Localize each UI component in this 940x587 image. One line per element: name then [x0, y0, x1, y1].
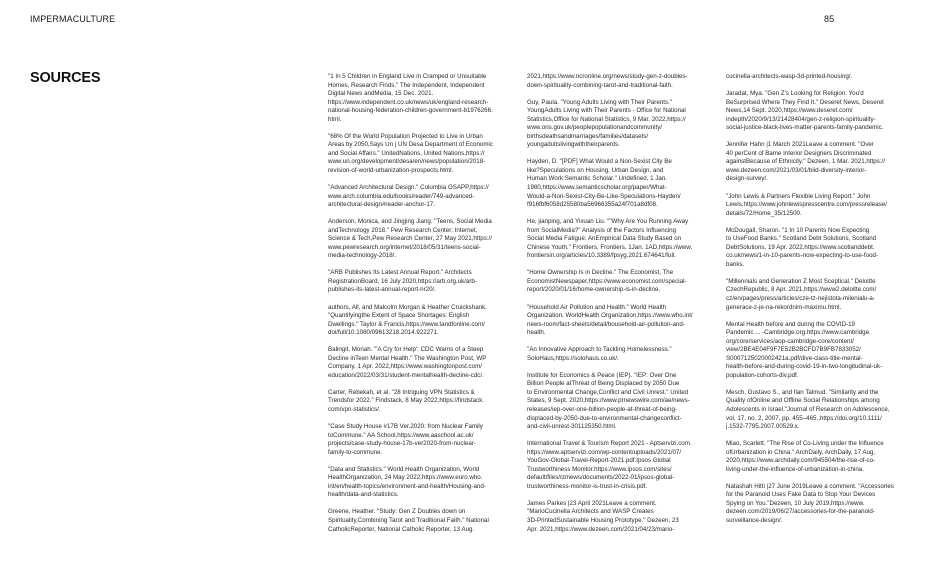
source-entry: Anderson, Monica, and Jingjing Jiang. "Teens, Social Media andTechnology 2018." Pew Research Center: Internet, Science & Tech,Pew Research Center, 27 May 2021,https:// www.pewresearch.org/internet/2018/05/31/teens-social- media-technology-2018/.: [328, 218, 492, 260]
source-entry: "ARB Publishes Its Latest Annual Report." Architects RegistrationBoard, 16 July 2020,https://arb.org.uk/arb- publishes-its-latest-annual-report-nr20/.: [328, 269, 477, 294]
page-number: 85: [824, 14, 835, 24]
source-entry: "68% Of the World Population Projected to Live in Urban Areas by 2050,Says Un | UN Desa Department of Economic and Social Affairs." UnitedNations, United Nations,https:// www.un.org/development/desa/en/news/population/2018- revision-of-world-urbanization-prospects.html.: [328, 132, 493, 174]
source-entry: "Data and Statistics." World Health Organization, World HealthOrganization, 24 May 2022,https://www.euro.who. int/en/health-topics/environment-and-health/Housing-and- health/data-and-statistics.: [328, 465, 486, 499]
source-entry: Greene, Heather. "Study: Gen Z Doubles down on Spirituality,Combining Tarot and Traditional Faith." National CatholicReporter, National Catholic Reporter, 13 Aug.: [328, 508, 489, 533]
source-entry: He, jianping, and Yixuan Liu. ""Why Are You Running Away from SocialMedia?" Analysis of the Factors Influencing Social Media Fatigue: AnEmpirical Data Study Based on Chinese Youth." Frontiers, Frontiers, 1Jan. 1AD,https://www. frontiersin.org/articles/10.3389/fpsyg.2021.674641/full.: [527, 218, 693, 260]
source-entry: "Home Ownership Is in Decline." The Economist, The EconomistNewspaper,https://www.economist.com/special- report/2020/01/16/home-ownership-is-in-decline.: [527, 269, 687, 294]
source-entry: authors, All, and Malcolm Morgan & Heather Cruickshank. "Quantifyingthe Extent of Space Shortages: English Dwellings." Taylor & Francis,https://www.tandfonline.com/ doi/full/10.1080/09613218.2014.922271.: [328, 303, 487, 337]
source-entry: cucinella-architects-wasp-3d-printed-housing/.: [726, 73, 853, 80]
section-title: SOURCES: [30, 70, 101, 86]
source-entry: "Millennials and Generation Z Most Sceptical." Deloitte CzechRepublic, 8 Apr. 2021,https://www2.deloitte.com/ cz/en/pages/press/articles/cze-tz-nejistota-milenialu-a- generace-z-je-na-rekordnim-maximu.html.: [726, 277, 877, 311]
source-entry: Jaradat, Mya. "Gen Z's Looking for Religion. You'd BeSurprised Where They Find It." Deseret News, Deseret News,14 Sept. 2020,https://www.deseret.com/ indepth/2020/9/13/21428404/gen-z-religion-spirituality- social-justice-black-lives-matter-parents-family-pandemic.: [726, 90, 884, 132]
source-entry: "1 In 5 Children in England Live in Cramped or Unsuitable Homes, Research Finds." The Independent, Independent Digital News andMedia, 15 Dec. 2021. https://www.independent.co.uk/news/uk/england-research- national-housing-federation-children-government-b1976266. html.: [328, 73, 493, 123]
source-entry: McDougall, Sharon. "1 In 10 Parents Now Expecting to UseFood Banks." Scotland Debt Solutions, Scotland DebtSolutions, 19 Apr. 2022,https://www.scotlanddebt. co.uk/news/1-in-10-parents-now-expecting-to-use-food- banks.: [726, 226, 879, 268]
source-entry: Carter, Rebekah, et al. "28 Intriguing VPN Statistics & Trendsfor 2022." Findstack, 8 May 2022,https://findstack. com/vpn-statistics/.: [328, 388, 485, 413]
source-entry: Guy, Paula. "Young Adults Living with Their Parents." YoungAdults Living with Their Parents - Office for National Statistics,Office for National Statistics, 9 Mar. 2022,https:// www.ons.gov.uk/peoplepopulationandcommunity/ birthsdeathsandmarriages/families/datasets/ youngadultslivingwiththeirparents.: [527, 98, 686, 149]
source-entry: "Household Air Pollution and Health." World Health Organization, WorldHealth Organization,https://www.who.int/ news-room/fact-sheets/detail/household-air-pollution-and- health.: [527, 303, 693, 337]
sources-column-1: [328, 73, 514, 543]
source-entry: James Parkes |23 April 2021Leave a comment. "MarioCucinella Architects and WASP Creates 3D-PrintedSustainable Housing Prototype." Dezeen, 23 Apr. 2021,https://www.dezeen.com/2021/04/23/mario-: [527, 499, 679, 533]
sources-column-3: [726, 73, 916, 534]
source-entry: "Case Study House #17B Ver.2020: from Nuclear Family toCommune." AA School,https://www.aaschool.ac.uk/ projects/case-study-house-17b-ver2020-from-nuclear- family-to-commune.: [328, 423, 483, 456]
source-entry: Natashah Hitti |27 June 2019Leave a comment. "Accessories for the Paranoid Uses Fake Data to Stop Your Devices Spying on You."Dezeen, 10 July 2019,https://www. dezeen.com/2019/06/27/accessories-for-the-paranoid- surveillance-design/.: [726, 482, 894, 525]
source-entry: Jennifer Hahn |1 March 2021Leave a comment. "Over 40 perCent of Bame Interior Designers Discriminated againstBecause of Ethnicity." Dezeen, 1 Mar. 2021,https:// www.dezeen.com/2021/03/01/biid-diversity-interior- design-survey/.: [726, 141, 885, 183]
source-entry: "An Innovative Approach to Tackling Homelessness." SoloHaus,https://solohaus.co.uk/.: [527, 346, 672, 362]
source-entry: Miao, Scarlett. "The Rise of Co-Living under the Influence ofUrbanization in China." ArchDaily, ArchDaily, 17 Aug. 2020,https://www.archdaily.com/945504/the-rise-of-co- living-under-the-influence-of-urbanization-in-china.: [726, 440, 884, 473]
source-entry: 2021,https://www.ncronline.org/news/study-gen-z-doubles- down-spirituality-combining-tarot-and-traditional-faith.: [527, 73, 688, 89]
source-entry: "John Lewis & Partners Flexible Living Report." John Lewis,https://www.johnlewispresscentre.com/pressrelease/ details/72/Home_35/12500.: [726, 192, 887, 217]
source-entry: "Advanced Architectural Design." Columbia GSAPP,https:// www.arch.columbia.edu/books/reader/749-advanced- architectural-design#reader-anchor-17.: [328, 184, 489, 209]
source-entry: Mental Health before and during the COVID-19 Pandemic ... -Cambridge.org.https://www.cambridge. org/core/services/aop-cambridge-core/content/ view/2BE4E04F9F7E52B2BCFD7B9FB7833052/ S0007125020002421a.pdf/dive-class-title-mental- health-before-and-during-covid-19-in-two-longitudinal-uk- population-cohorts-div.pdf.: [726, 320, 883, 379]
source-entry: Balingit, Moriah. "'A Cry for Help': CDC Warns of a Steep Decline inTeen Mental Health." The Washington Post, WP Company, 1 Apr. 2022,https://www.washingtonpost.com/ education/2022/03/31/student-mentalhealth-decline-cdc/.: [328, 346, 487, 379]
source-entry: Mesch, Gustavo S., and Ilan Talmud. "Similarity and the Quality ofOnline and Offline Social Relationships among Adolescents in Israel."Journal of Research on Adolescence, vol. 17, no. 2, 2007, pp. 455–465.,https://doi.org/10.1111/ j.1532-7795.2007.00529.x.: [726, 388, 890, 431]
sources-column-2: [527, 73, 713, 543]
source-entry: International Travel & Tourism Report 2021 - Aptservizi.com. https://www.aptservizi.com/wp-content/uploads/2021/07/ YouGov-Global-Travel-Report-2021.pdf.Ipsos Global Trustworthiness Monitor.https://www.ipsos.com/sites/ default/files/ct/news/documents/2022-01/ipsos-global- trustworthiness-monitor-is-trust-in-crisis.pdf.: [527, 440, 692, 490]
source-entry: Hayden, D. "[PDF] What Would a Non-Sexist City Be like?Speculations on Housing, Urban Design, and Human Work:Semantic Scholar." Undefined, 1 Jan. 1980,https://www.semanticscholar.org/paper/What- Would-a-Non-Sexist-City-Be-Like-Speculations-Hayden/ f916fbf6058d25580ba56966355a24f701a8df08.: [527, 158, 681, 209]
source-entry: Institute for Economics & Peace (IEP). "IEP: Over One Billion People atThreat of Being Displaced by 2050 Due to Environmental Change,Conflict and Civil Unrest." United States, 9 Sept. 2020,https://www.prnewswire.com/ae/news- releases/iep-over-one-billion-people-at-threat-of-being- displaced-by-2050-due-to-environmental-changeconflict- and-civil-unrest-301125350.html.: [527, 371, 690, 431]
running-header: IMPERMACULTURE: [30, 14, 116, 24]
